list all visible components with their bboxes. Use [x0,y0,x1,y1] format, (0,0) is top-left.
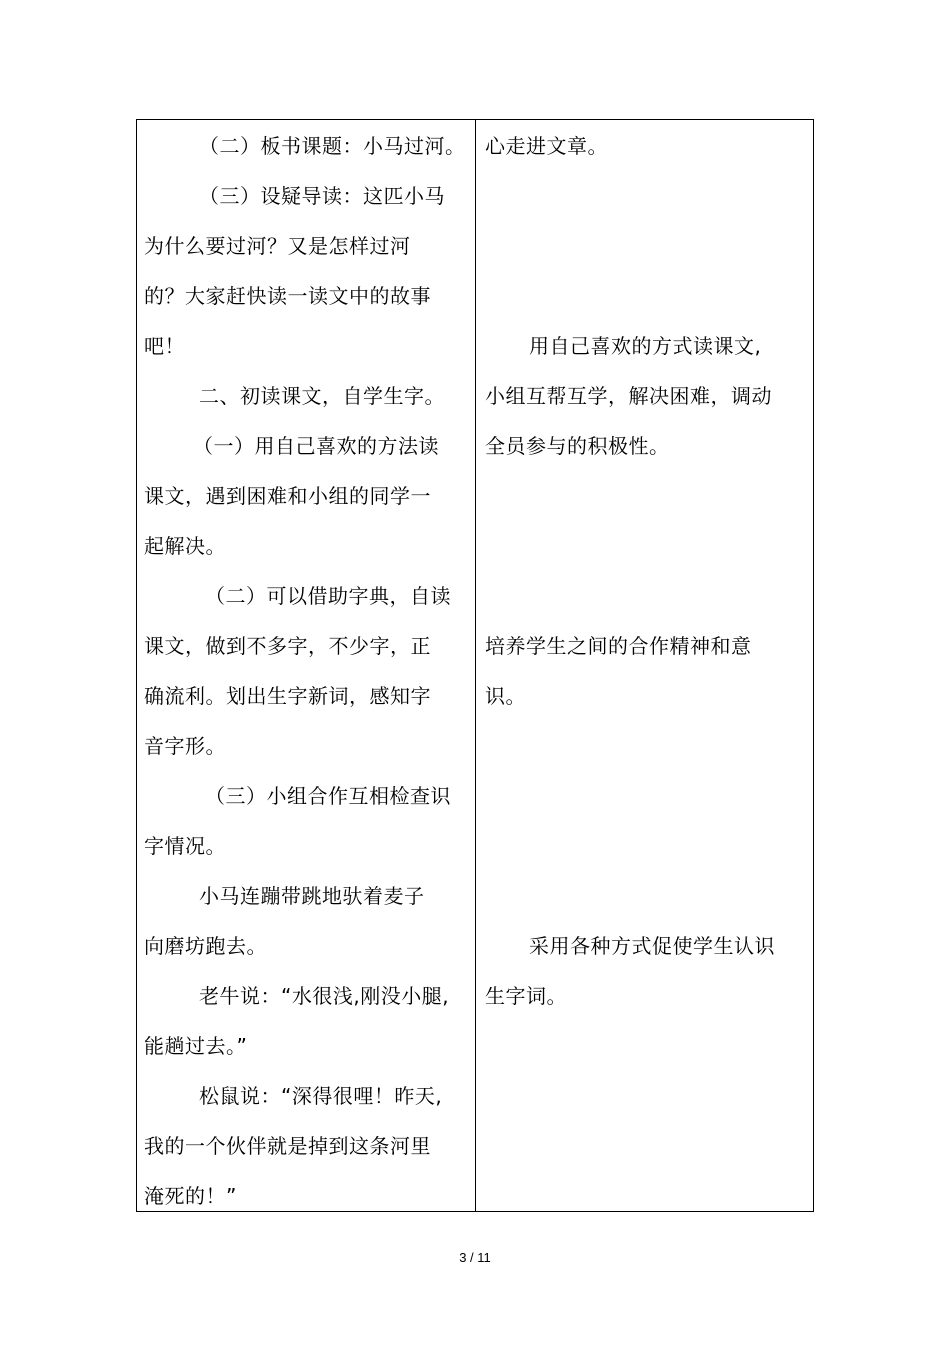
left-line: （三）设疑导读：这匹小马 [199,184,445,208]
right-line: 采用各种方式促使学生认识 [529,934,775,958]
right-line: 识。 [485,684,526,708]
left-line: 小马连蹦带跳地驮着麦子 [199,884,425,908]
page-number: 3 / 11 [459,1250,491,1265]
left-line: 老牛说：“水很浅,刚没小腿, [199,984,450,1008]
right-line: 小组互帮互学，解决困难，调动 [485,384,772,408]
left-line: 课文，做到不多字，不少字，正 [144,634,431,658]
right-line: 全员参与的积极性。 [485,434,670,458]
left-line: （三）小组合作互相检查识 [205,784,451,808]
left-line: 淹死的！” [144,1184,237,1208]
lesson-plan-table [136,119,814,1212]
left-line: 课文，遇到困难和小组的同学一 [144,484,431,508]
left-line: 能趟过去。” [144,1034,248,1058]
right-line: 培养学生之间的合作精神和意 [485,634,752,658]
left-line: （一）用自己喜欢的方法读 [193,434,439,458]
column-divider [475,120,476,1211]
left-line: 字情况。 [144,834,226,858]
right-line: 用自己喜欢的方式读课文, [529,334,762,358]
left-line: 确流利。划出生字新词，感知字 [144,684,431,708]
left-line: 起解决。 [144,534,226,558]
left-line: 的？大家赶快读一读文中的故事 [144,284,431,308]
right-line: 生字词。 [485,984,567,1008]
left-line: （二）可以借助字典，自读 [205,584,451,608]
left-line: （二）板书课题：小马过河。 [199,134,466,158]
left-line: 我的一个伙伴就是掉到这条河里 [144,1134,431,1158]
left-line: 向磨坊跑去。 [144,934,267,958]
left-line: 为什么要过河？又是怎样过河 [144,234,411,258]
left-line: 吧！ [144,334,185,358]
left-line: 二、初读课文，自学生字。 [199,384,445,408]
left-line: 音字形。 [144,734,226,758]
right-line: 心走进文章。 [485,134,608,158]
left-line: 松鼠说：“深得很哩！昨天, [199,1084,443,1108]
